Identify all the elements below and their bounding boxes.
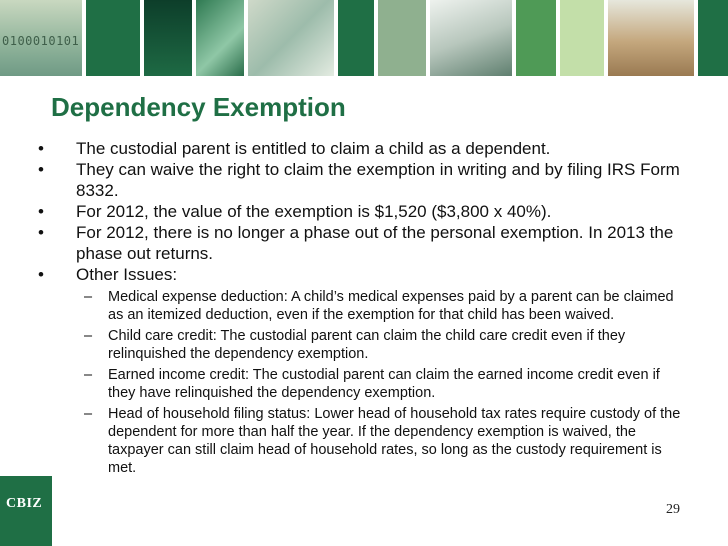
dash-icon: – (84, 406, 93, 422)
banner-image-binary (0, 0, 82, 76)
bullet-icon: • (38, 223, 44, 242)
bullet-text: Other Issues: (76, 265, 178, 284)
banner-image-spreadsheet (196, 0, 244, 76)
bullet-item (38, 222, 698, 264)
sub-bullet-text: Earned income credit: The custodial parent can claim the earned income credit even if they have relinquished the dependency exemption. (108, 367, 660, 401)
dash-icon: – (84, 328, 93, 344)
bullet-item (38, 264, 698, 477)
slide-title: Dependency Exemption (51, 92, 346, 122)
banner-image-building (144, 0, 192, 76)
banner-block (86, 0, 140, 76)
bullet-text: For 2012, the value of the exemption is $1,520 ($3,800 x 40%). (76, 202, 552, 221)
bullet-item (38, 138, 698, 159)
banner-image-seedling-hands (608, 0, 694, 76)
binary-code-text: 0100010101 (2, 34, 80, 48)
dash-icon: – (84, 367, 93, 383)
banner-block (338, 0, 374, 76)
sub-bullet-item (76, 288, 683, 324)
banner-block (378, 0, 426, 76)
bullet-item (38, 201, 698, 222)
sub-bullet-item (76, 327, 683, 363)
banner-block (560, 0, 604, 76)
banner-block (698, 0, 728, 76)
sub-bullet-text: Head of household filing status: Lower head of household tax rates require custody of the dependent for more than half the year. If the dependency exemption is waived, the taxpayer can still claim head of household rates, so long as the custody requirement is met. (108, 406, 681, 476)
banner-block (516, 0, 556, 76)
header-banner (0, 0, 728, 76)
bullet-icon: • (38, 202, 44, 221)
sub-bullet-item (76, 405, 683, 477)
logo-text: CBIZ (6, 496, 43, 511)
sub-bullet-text: Medical expense deduction: A child’s medical expenses paid by a parent can be claimed as an itemized deduction, even if the exemption for that child has been waived. (108, 289, 674, 323)
dash-icon: – (84, 289, 93, 305)
bullet-text: They can waive the right to claim the exemption in writing and by filing IRS Form 8332. (76, 160, 680, 200)
sub-bullet-item (76, 366, 683, 402)
bullet-icon: • (38, 265, 44, 284)
cbiz-logo (0, 476, 52, 546)
sub-bullet-list (76, 288, 698, 477)
bullet-list (38, 138, 698, 480)
page-number: 29 (666, 502, 680, 517)
banner-image-writing-hand (248, 0, 334, 76)
bullet-text: For 2012, there is no longer a phase out of the personal exemption. In 2013 the phase out returns. (76, 223, 674, 263)
bullet-item (38, 159, 698, 201)
bullet-text: The custodial parent is entitled to claim a child as a dependent. (76, 139, 551, 158)
bullet-icon: • (38, 139, 44, 158)
banner-image-keyboard (430, 0, 512, 76)
bullet-icon: • (38, 160, 44, 179)
sub-bullet-text: Child care credit: The custodial parent can claim the child care credit even if they relinquished the dependency exemption. (108, 328, 626, 362)
